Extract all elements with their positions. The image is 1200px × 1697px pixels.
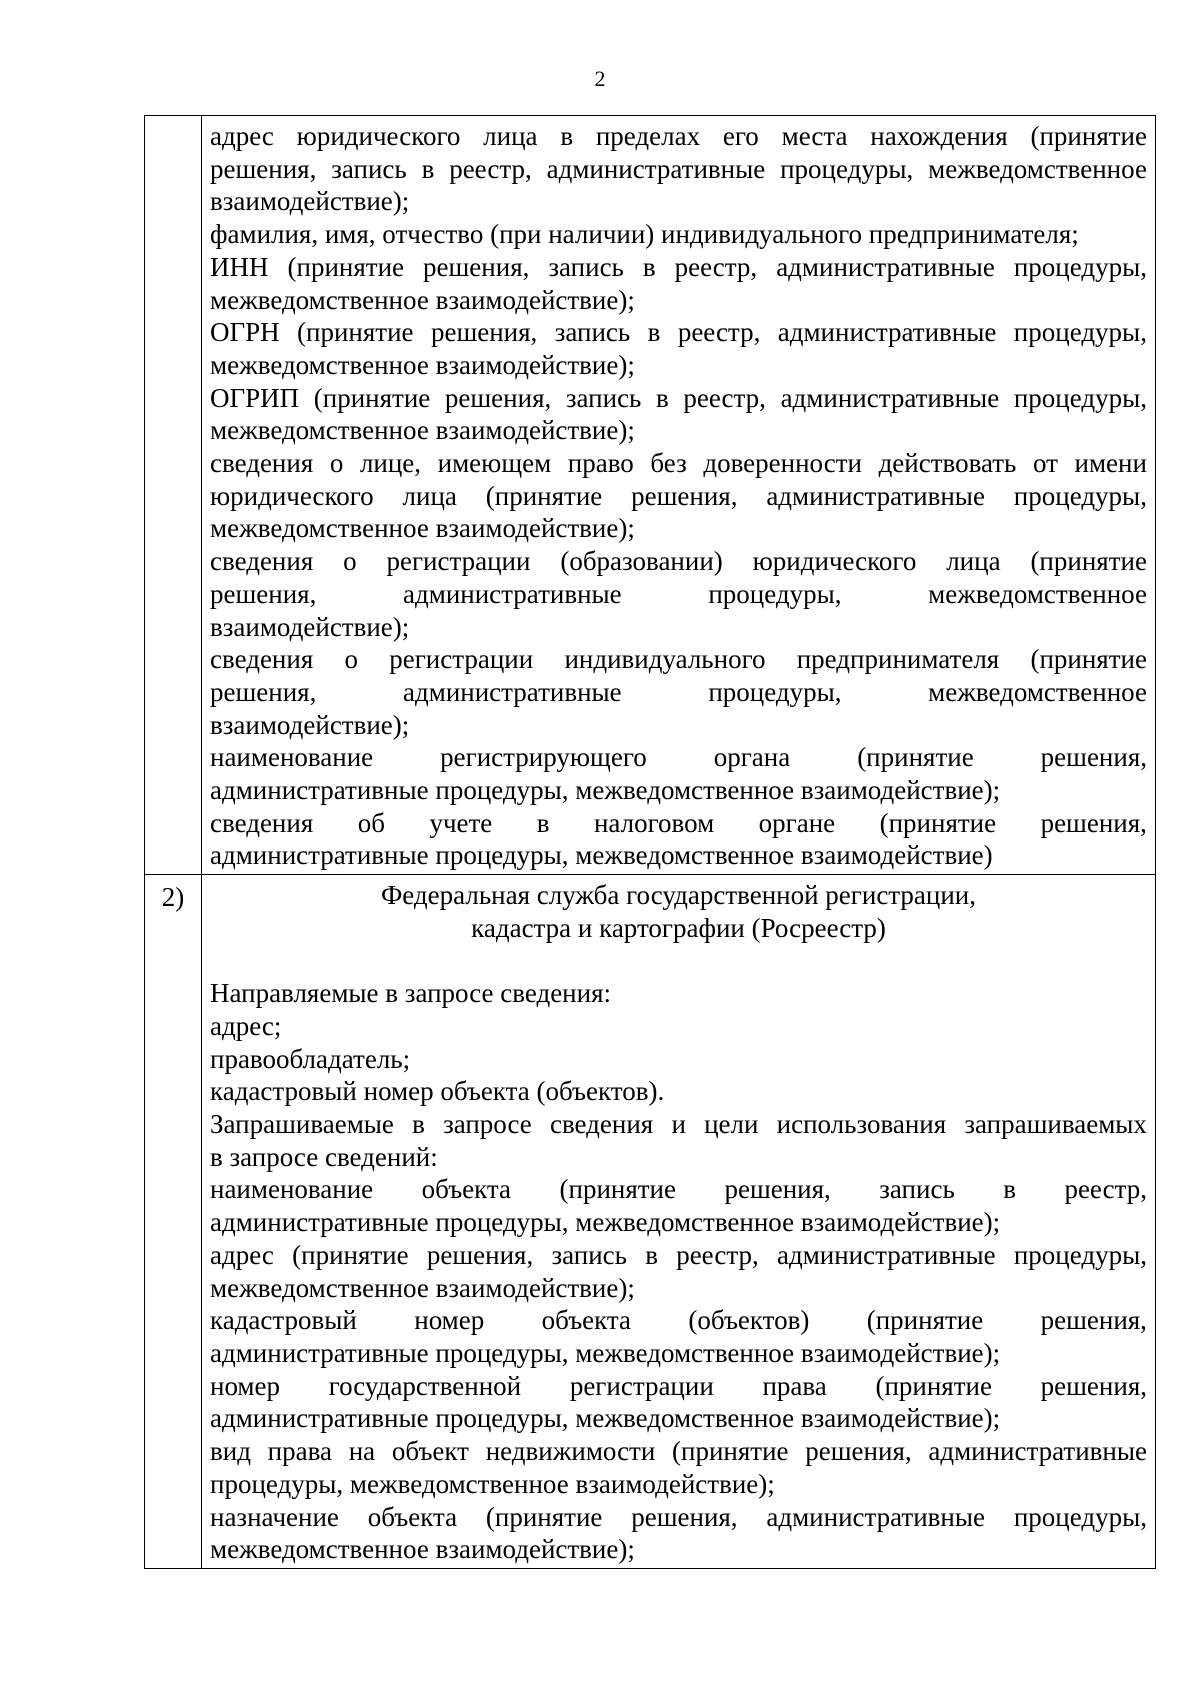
text-line: в запросе сведений: bbox=[210, 1141, 438, 1172]
text-line bbox=[210, 382, 1147, 415]
word: о bbox=[344, 644, 358, 675]
text-line bbox=[210, 807, 1147, 840]
row-content-cell bbox=[202, 116, 1156, 875]
word: объекта bbox=[421, 1174, 512, 1205]
page-number: 2 bbox=[594, 66, 606, 91]
word: назначение bbox=[210, 1501, 339, 1532]
word: органа bbox=[713, 742, 791, 773]
word: административные bbox=[776, 1239, 996, 1270]
word: процедуры, bbox=[1013, 251, 1147, 282]
text-line bbox=[210, 480, 1147, 513]
word: реестр, bbox=[1064, 1174, 1147, 1205]
word: о bbox=[343, 546, 357, 577]
text-line: межведомственное взаимодействие); bbox=[210, 1534, 635, 1565]
word: сведения bbox=[210, 448, 314, 479]
word: права bbox=[267, 1436, 332, 1467]
text-line: межведомственное взаимодействие); bbox=[210, 1272, 635, 1303]
word: запись bbox=[548, 251, 624, 282]
text-line bbox=[210, 316, 1147, 349]
word: о bbox=[329, 448, 344, 479]
word: индивидуального bbox=[564, 644, 766, 675]
text-line bbox=[210, 578, 1147, 611]
word: сведения bbox=[210, 807, 314, 838]
word: пределах bbox=[595, 121, 701, 151]
word: решения, bbox=[430, 317, 538, 348]
text-line bbox=[210, 1239, 1147, 1272]
word: (образовании) bbox=[560, 546, 723, 577]
text-line bbox=[210, 676, 1147, 709]
word: лице, bbox=[359, 448, 422, 479]
word: реестр, bbox=[677, 317, 761, 348]
word: права bbox=[762, 1370, 827, 1401]
word: имени bbox=[1074, 448, 1147, 479]
word: на bbox=[348, 1436, 376, 1467]
word: административные bbox=[780, 382, 1000, 413]
word: решения, bbox=[210, 676, 317, 707]
word: (принятие bbox=[875, 1370, 992, 1401]
word: налоговом bbox=[593, 807, 715, 838]
word: решения, bbox=[210, 578, 317, 609]
word: административные bbox=[546, 153, 766, 184]
text-line: взаимодействие); bbox=[210, 611, 410, 642]
text-line bbox=[210, 1108, 1147, 1141]
word: (принятие bbox=[672, 1436, 789, 1467]
word: в bbox=[1003, 1174, 1016, 1205]
word: номер bbox=[414, 1305, 485, 1336]
text-line: адрес; bbox=[210, 1010, 282, 1041]
word: (объектов) bbox=[688, 1305, 810, 1336]
word: в bbox=[642, 251, 656, 282]
word: адрес bbox=[210, 1239, 274, 1270]
word: ИНН bbox=[210, 251, 269, 282]
word: (принятие bbox=[559, 1174, 676, 1205]
text-line bbox=[210, 447, 1147, 480]
word: в bbox=[647, 317, 661, 348]
text-line: межведомственное взаимодействие); bbox=[210, 415, 635, 446]
word: межведомственное bbox=[928, 676, 1147, 707]
text-line: административные процедуры, межведомственное взаимодействие); bbox=[210, 1403, 1001, 1434]
word: административные bbox=[777, 317, 997, 348]
word: Запрашиваемые bbox=[210, 1109, 394, 1140]
word: процедуры, bbox=[1013, 382, 1147, 413]
text-line: взаимодействие); bbox=[210, 709, 410, 740]
word: решения, bbox=[805, 1436, 912, 1467]
table-row bbox=[145, 116, 1156, 875]
text-line bbox=[210, 1173, 1147, 1206]
text-line: кадастровый номер объекта (объектов). bbox=[210, 1076, 665, 1107]
word: (принятие bbox=[879, 807, 997, 838]
word: решения, bbox=[1040, 1370, 1147, 1401]
text-line bbox=[210, 741, 1147, 774]
word: объекта bbox=[541, 1305, 632, 1336]
text-line: межведомственное взаимодействие); bbox=[210, 349, 635, 380]
word: сведения bbox=[210, 644, 314, 675]
blank-line bbox=[210, 945, 1147, 978]
word: (принятие bbox=[857, 742, 974, 773]
word: реестр, bbox=[676, 1239, 759, 1270]
word: в bbox=[421, 153, 435, 184]
word: его bbox=[722, 121, 759, 151]
text-line: фамилия, имя, отчество (при наличии) индивидуального предпринимателя; bbox=[210, 219, 1079, 250]
word: процедуры, bbox=[780, 153, 914, 184]
text-line bbox=[210, 1304, 1147, 1337]
word: административные bbox=[403, 676, 622, 707]
text-line bbox=[210, 120, 1147, 153]
table-row bbox=[145, 875, 1156, 1569]
word: процедуры, bbox=[708, 676, 842, 707]
word: (принятие bbox=[1030, 121, 1147, 151]
word: (принятие bbox=[1030, 644, 1147, 675]
word: (принятие bbox=[1030, 546, 1147, 577]
word: действовать bbox=[878, 448, 1017, 479]
word: номер bbox=[210, 1370, 281, 1401]
word: запись bbox=[551, 1239, 627, 1270]
text-line: Направляемые в запросе сведения: bbox=[210, 978, 611, 1009]
word: процедуры, bbox=[1013, 1239, 1147, 1270]
word: объекта bbox=[367, 1501, 458, 1532]
section-heading-line: кадастра и картографии (Росреестр) bbox=[471, 912, 886, 943]
word: в bbox=[536, 807, 550, 838]
word: запись bbox=[879, 1174, 955, 1205]
word: объект bbox=[391, 1436, 469, 1467]
text-line: административные процедуры, межведомственное взаимодействие); bbox=[210, 1338, 1001, 1368]
word: решения, bbox=[210, 153, 317, 184]
word: регистрации bbox=[569, 1370, 714, 1401]
word: лица bbox=[402, 480, 457, 511]
text-line bbox=[210, 1501, 1147, 1534]
word: решения, bbox=[1040, 807, 1147, 838]
word: доверенности bbox=[703, 448, 862, 479]
word: (принятие bbox=[313, 382, 431, 413]
word: имеющем bbox=[437, 448, 552, 479]
word: административные bbox=[766, 1501, 985, 1532]
word: (принятие bbox=[485, 480, 603, 511]
word: решения, bbox=[631, 480, 738, 511]
word: запись bbox=[331, 153, 407, 184]
word: лица bbox=[483, 121, 538, 151]
word: решения, bbox=[423, 251, 530, 282]
word: в bbox=[560, 121, 574, 151]
text-line: административные процедуры, межведомственное взаимодействие) bbox=[210, 840, 993, 871]
word: реестр, bbox=[683, 382, 766, 413]
word: регистрации bbox=[386, 546, 531, 577]
word: государственной bbox=[328, 1370, 522, 1401]
word: юридического bbox=[752, 546, 917, 577]
text-line bbox=[210, 1435, 1147, 1468]
word: адрес bbox=[210, 121, 274, 151]
document-table bbox=[144, 115, 1156, 1569]
row-content-cell bbox=[202, 875, 1156, 1569]
word: недвижимости bbox=[485, 1436, 656, 1467]
word: без bbox=[650, 448, 687, 479]
text-line bbox=[210, 1370, 1147, 1403]
text-line: процедуры, межведомственное взаимодействие); bbox=[210, 1468, 775, 1499]
word: наименование bbox=[210, 742, 374, 773]
word: реестр, bbox=[449, 153, 532, 184]
text-line: административные процедуры, межведомственное взаимодействие); bbox=[210, 1207, 1001, 1238]
word: административные bbox=[928, 1436, 1147, 1467]
text-line: межведомственное взаимодействие); bbox=[210, 513, 635, 544]
word: ОГРИП bbox=[210, 382, 300, 413]
word: решения, bbox=[444, 382, 552, 413]
word: лица bbox=[946, 546, 1001, 577]
word: межведомственное bbox=[928, 153, 1147, 184]
word: (принятие bbox=[866, 1305, 984, 1336]
word: нахождения bbox=[870, 121, 1008, 151]
word: об bbox=[357, 807, 385, 838]
text-line: административные процедуры, межведомственное взаимодействие); bbox=[210, 775, 1001, 806]
word: реестр, bbox=[674, 251, 758, 282]
word: регистрации bbox=[389, 644, 534, 675]
word: юридического bbox=[210, 480, 374, 511]
word: межведомственное bbox=[928, 578, 1147, 609]
table-body bbox=[145, 116, 1156, 1569]
word: наименование bbox=[210, 1174, 374, 1205]
word: право bbox=[567, 448, 634, 479]
word: цели bbox=[704, 1109, 759, 1140]
word: использования bbox=[776, 1109, 947, 1140]
word: (принятие bbox=[297, 317, 414, 348]
word: от bbox=[1032, 448, 1058, 479]
word: в bbox=[412, 1109, 425, 1140]
word: предпринимателя bbox=[796, 644, 1000, 675]
word: запись bbox=[554, 317, 631, 348]
text-line bbox=[210, 251, 1147, 284]
word: (принятие bbox=[287, 251, 405, 282]
row-number-cell: 2) bbox=[145, 875, 202, 1569]
word: процедуры, bbox=[1013, 1501, 1147, 1532]
text-line bbox=[210, 153, 1147, 186]
word: административные bbox=[403, 578, 622, 609]
text-line bbox=[210, 643, 1147, 676]
word: административные bbox=[776, 251, 995, 282]
word: юридического bbox=[296, 121, 461, 151]
word: решения, bbox=[724, 1174, 831, 1205]
word: запрашиваемых bbox=[964, 1109, 1147, 1140]
word: сведения bbox=[549, 1109, 654, 1140]
text-line bbox=[210, 545, 1147, 578]
word: процедуры, bbox=[1013, 480, 1147, 511]
word: решения, bbox=[631, 1501, 738, 1532]
word: места bbox=[781, 121, 848, 151]
word: процедуры, bbox=[708, 578, 842, 609]
word: и bbox=[671, 1109, 686, 1140]
word: вид bbox=[210, 1436, 251, 1467]
word: запись bbox=[565, 382, 642, 413]
word: (принятие bbox=[292, 1239, 409, 1270]
word: органе bbox=[758, 807, 836, 838]
word: решения, bbox=[426, 1239, 534, 1270]
word: административные bbox=[766, 480, 985, 511]
word: в bbox=[645, 1239, 658, 1270]
word: (принятие bbox=[485, 1501, 603, 1532]
word: регистрирующего bbox=[440, 742, 647, 773]
word: решения, bbox=[1040, 1305, 1147, 1336]
text-line: правообладатель; bbox=[210, 1043, 411, 1074]
row-number-cell bbox=[145, 116, 202, 875]
word: процедуры, bbox=[1013, 317, 1147, 348]
word: учете bbox=[429, 807, 493, 838]
section-heading-line: Федеральная служба государственной регистрации, bbox=[380, 880, 977, 911]
word: запросе bbox=[443, 1109, 532, 1140]
word: в bbox=[656, 382, 669, 413]
word: кадастровый bbox=[210, 1305, 357, 1336]
word: ОГРН bbox=[210, 317, 280, 348]
word: сведения bbox=[210, 546, 314, 577]
word: решения, bbox=[1040, 742, 1147, 773]
text-line: межведомственное взаимодействие); bbox=[210, 284, 635, 315]
text-line: взаимодействие); bbox=[210, 186, 410, 217]
